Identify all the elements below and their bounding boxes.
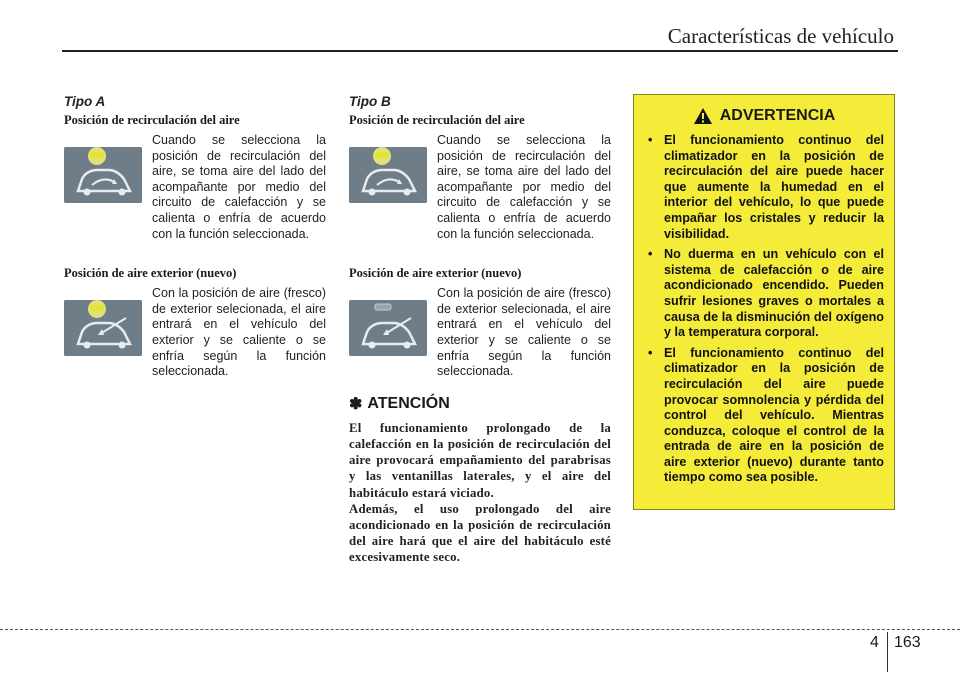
warning-heading [644, 107, 884, 125]
outside-item-b [349, 286, 611, 380]
recirc-item-a [64, 133, 326, 242]
outside-text-a: Con la posición de aire (fresco) de exterior selecionada, el aire entrará en el vehículo del exterior y se caliente o se enfría según la función seleccionada. [152, 286, 326, 379]
warning-item-text: El funcionamiento continuo del climatizador en la posición de recirculación del aire puede hacer que aumente la humedad en el interior del vehículo, lo que puede empañar los cristales y reducir la visibilidad. [664, 133, 884, 241]
attention-star-icon: ✽ [349, 395, 363, 413]
warning-item [644, 346, 884, 486]
outside-heading-b: Posición de aire exterior (nuevo) [349, 266, 522, 281]
attention-paragraph-1: El funcionamiento prolongado de la calefacción en la posición de recirculación del aire provocará empañamiento del parabrisas y las ventanillas laterales, y el aire del habitáculo estará viciado. [349, 420, 611, 500]
tipo-b-heading: Tipo B [349, 94, 391, 109]
recirc-text-b: Cuando se selecciona la posición de recirculación del aire, se toma aire del lado del acompañante por medio del circuito de calefacción y se calienta o enfría de acuerdo con la función seleccionada. [437, 133, 611, 241]
outside-heading-a: Posición de aire exterior (nuevo) [64, 266, 237, 281]
recirc-button-image-a [64, 147, 142, 203]
page-number: 163 [894, 634, 921, 651]
warning-item [644, 247, 884, 341]
page-header-title: Características de vehículo [667, 24, 894, 48]
bullet-icon: • [648, 345, 653, 360]
recirc-item-b [349, 133, 611, 242]
footer-rule [0, 629, 960, 630]
warning-list [644, 133, 884, 486]
recirc-heading-b: Posición de recirculación del aire [349, 113, 525, 127]
warning-box [633, 94, 895, 510]
recirc-text-a: Cuando se selecciona la posición de recirculación del aire, se toma aire del lado del acompañante por medio del circuito de calefacción y se calienta o enfría de acuerdo con la función seleccionada. [152, 133, 326, 241]
outside-air-button-image-a [64, 300, 142, 356]
header-rule [62, 50, 898, 52]
outside-text-b: Con la posición de aire (fresco) de exterior selecionada, el aire entrará en el vehículo del exterior y se caliente o se enfría según la función seleccionada. [437, 286, 611, 379]
warning-title: ADVERTENCIA [719, 107, 836, 124]
outside-air-button-image-b [349, 300, 427, 356]
column-tipo-b [349, 94, 611, 566]
attention-paragraph-2: Además, el uso prolongado del aire acondicionado en la posición de recirculación del aire hará que el aire del habitáculo esté excesivamente seco. [349, 501, 611, 565]
page-number-separator [887, 632, 888, 672]
warning-item-text: El funcionamiento continuo del climatizador en la posición de recirculación del aire puede provocar somnolencia y pérdida del control del vehículo. Mientras conduzca, coloque el control de la entrada de aire en la posición de aire exterior (nuevo) durante tanto tiempo como sea posible. [664, 345, 884, 485]
attention-title: ATENCIÓN [367, 394, 450, 412]
warning-triangle-icon [693, 107, 713, 125]
outside-item-a [64, 286, 326, 380]
recirc-heading-a: Posición de recirculación del aire [64, 113, 240, 127]
column-tipo-a [64, 94, 326, 394]
bullet-icon: • [648, 133, 653, 147]
recirc-button-image-b [349, 147, 427, 203]
chapter-number: 4 [870, 634, 879, 651]
attention-heading [349, 394, 611, 414]
tipo-a-heading: Tipo A [64, 94, 106, 109]
warning-item-text: No duerma en un vehículo con el sistema de calefacción o de aire acondicionado encendido. Pueden sufrir lesiones graves o mortales a causa de la disminución del oxígeno y la temperatura corporal. [664, 247, 884, 340]
warning-item [644, 133, 884, 242]
bullet-icon: • [648, 247, 653, 262]
